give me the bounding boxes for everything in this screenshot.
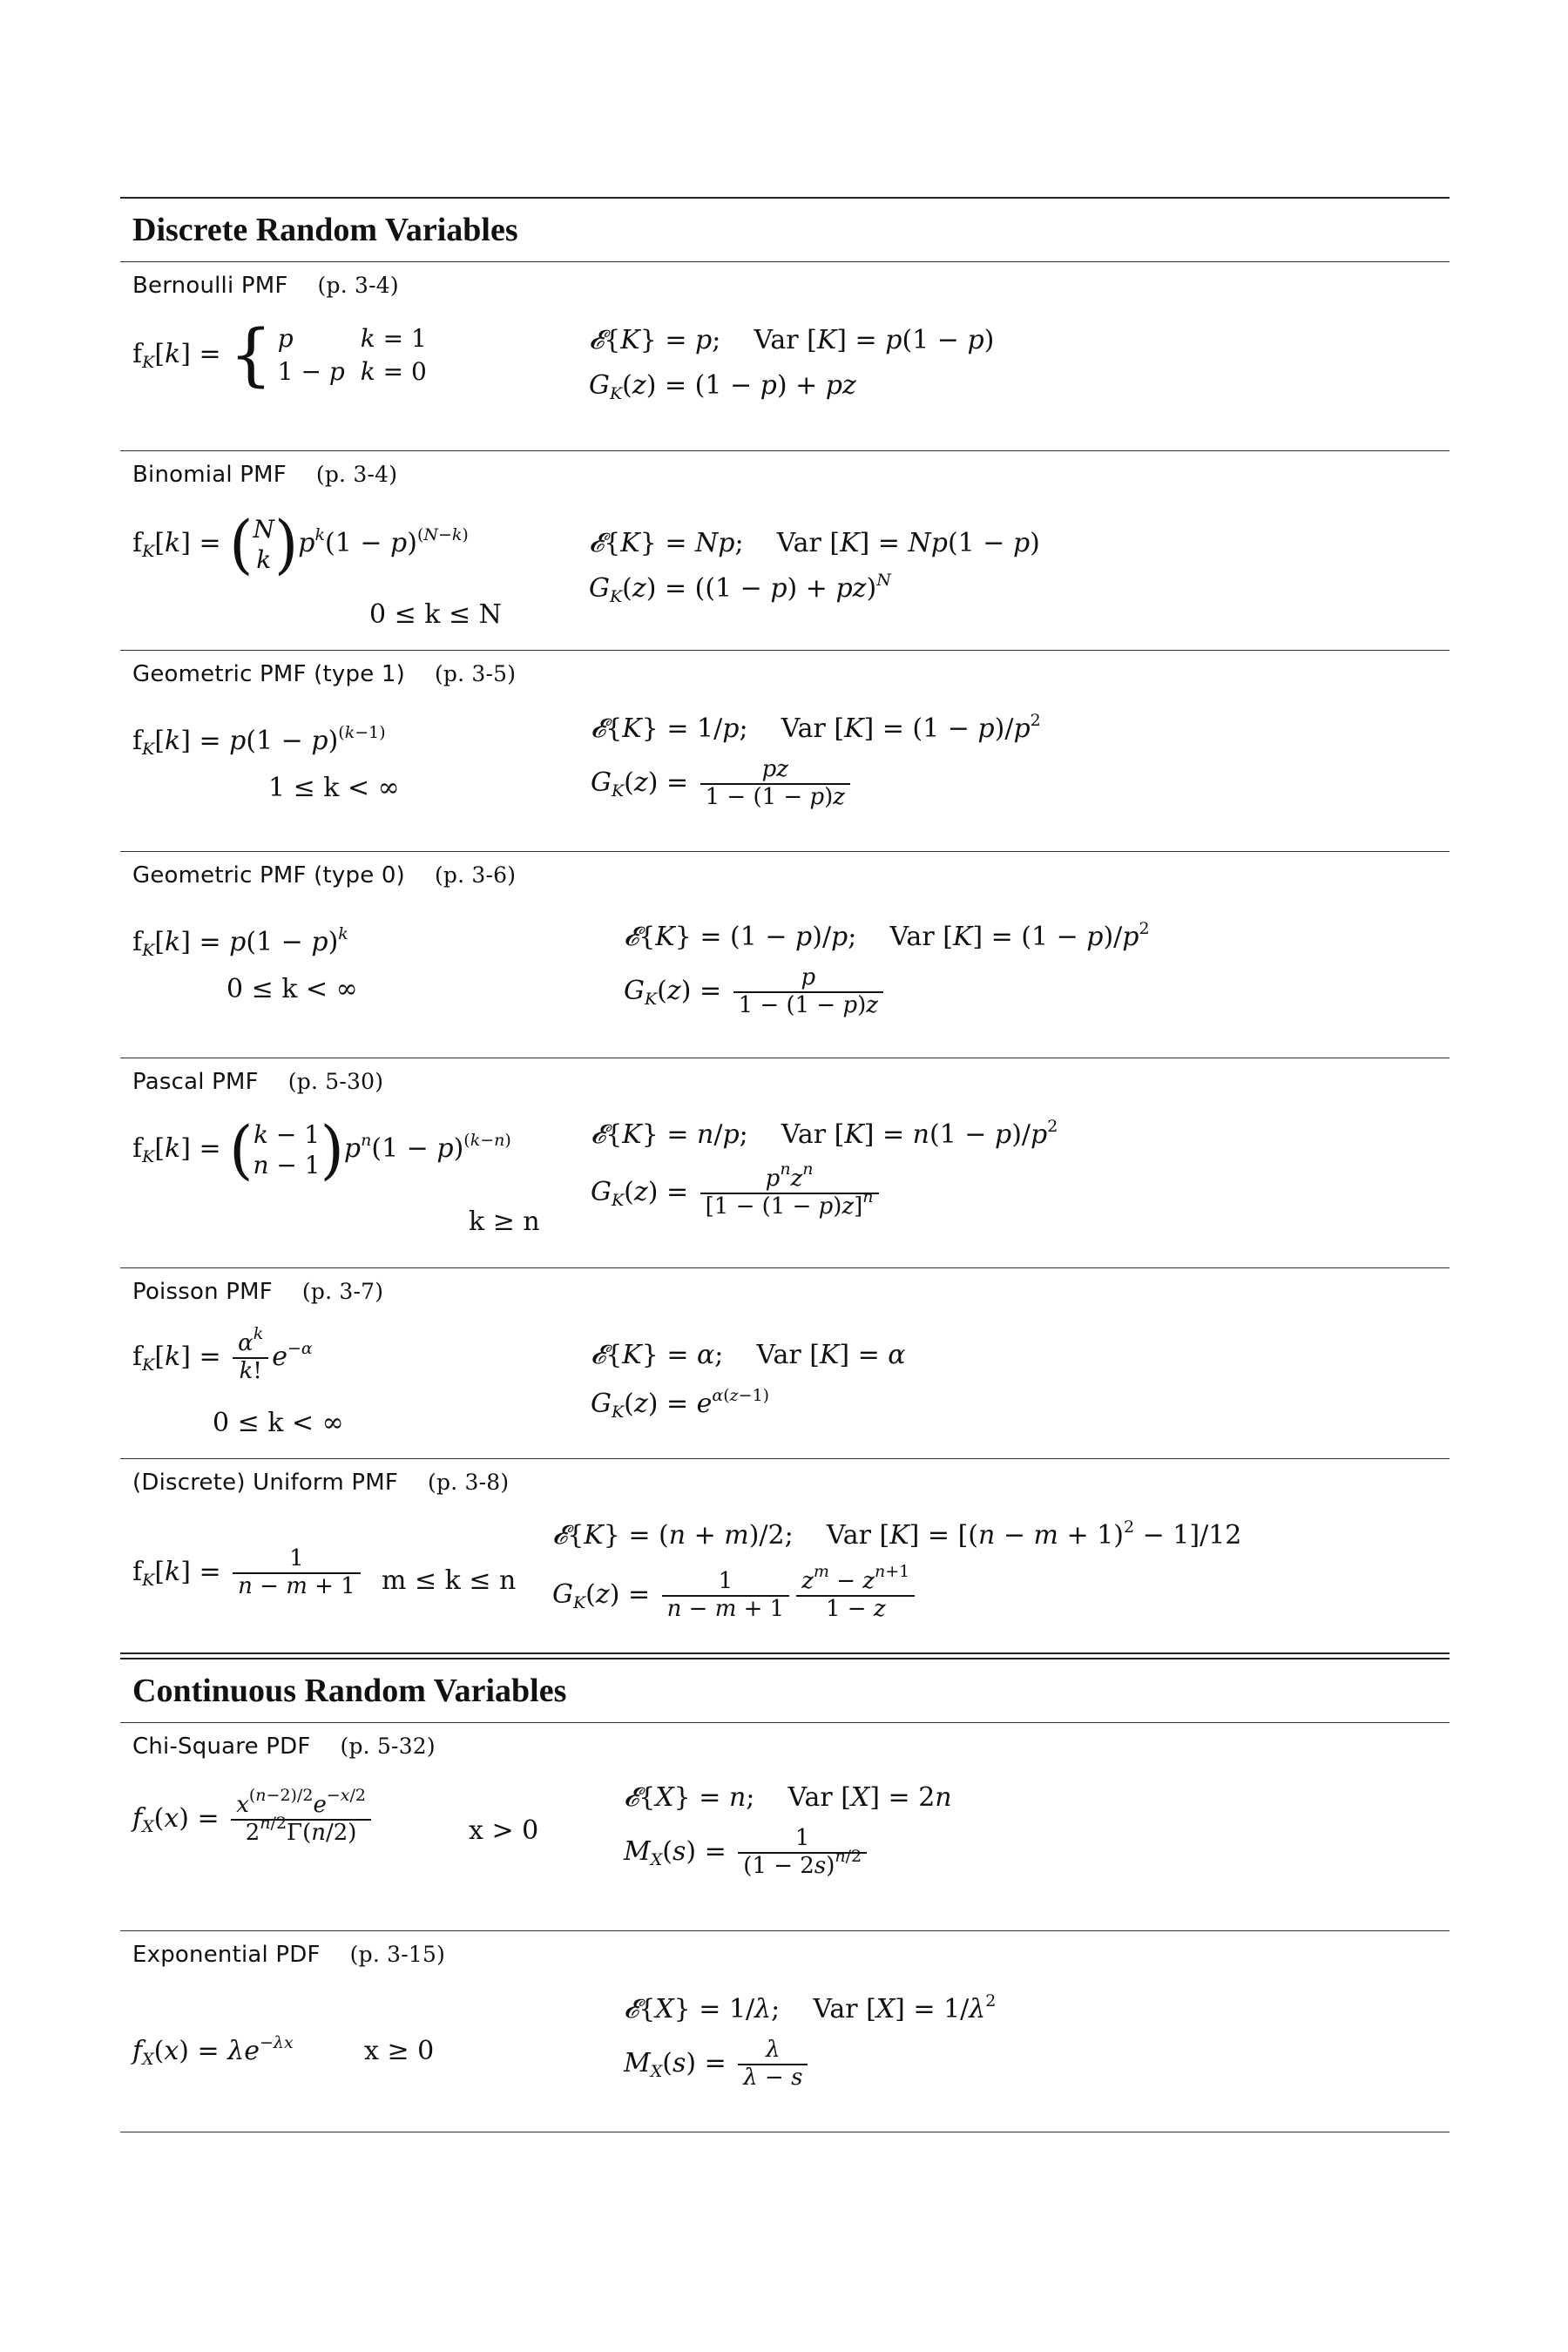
block-title-poisson: Poisson PMF (132, 1279, 273, 1305)
formula-sheet (120, 197, 1450, 2132)
block-title-geometric-type1: Geometric PMF (type 1) (132, 661, 405, 687)
block-exponential (120, 1931, 1450, 2132)
range-poisson: 0 ≤ k < ∞ (213, 1408, 344, 1438)
block-poisson (120, 1268, 1450, 1458)
range-binomial: 0 ≤ k ≤ N (369, 599, 502, 630)
moments-geometric-type0: 𝓔{K} = (1 − p)/p; Var $[K] = (1 - p)/p^2$ (624, 919, 1150, 952)
section-title-continuous: Continuous Random Variables (132, 1673, 567, 1709)
moments-geometric-type1: 𝓔{K} = 1/p; Var $[K] = (1 - p)/p^2$ (591, 711, 1041, 744)
pgf-discrete-uniform: $G_K(z)$ = $\frac{1}{n - m + 1}$ $\frac{z^m - z^{n+1}}{1 - z}$ (552, 1569, 918, 1623)
section-title-discrete: Discrete Random Variables (132, 212, 518, 248)
moments-exponential: 𝓔{X} = 1/λ; Var $[X] = 1/\lambda^2$ (624, 1991, 997, 2024)
range-discrete-uniform: m ≤ k ≤ n (382, 1565, 517, 1596)
block-bernoulli (120, 262, 1450, 450)
moments-binomial: 𝓔{K} = Np; Var [K] = Np(1 − p) (589, 528, 1040, 558)
range-chi-square: x > 0 (469, 1815, 539, 1846)
block-title-exponential: Exponential PDF (132, 1942, 321, 1968)
pgf-geometric-type1: $G_K(z)$ = $\frac{pz}{1 - (1 - p)z}$ (591, 757, 854, 811)
block-pascal (120, 1058, 1450, 1267)
moments-poisson: 𝓔{K} = α; Var [K] = α (591, 1340, 906, 1370)
block-geometric-type1 (120, 651, 1450, 851)
range-geometric-type1: 1 ≤ k < ∞ (268, 773, 400, 803)
range-pascal: k ≥ n (469, 1206, 540, 1237)
moments-pascal: 𝓔{K} = n/p; Var $[K] = n(1 - p)/p^2$ (591, 1117, 1058, 1150)
block-discrete-uniform (120, 1459, 1450, 1652)
pmf-formula-geometric-type0: $f_K[k] = p(1 - p)^k$ (132, 924, 348, 960)
pdf-formula-chi-square: $f_X(x)$ = $\frac{x^{(n-2)/2}e^{-x/2}}{2^{n/2}\Gamma(n/2)}$ (132, 1793, 375, 1847)
block-title-geometric-type0: Geometric PMF (type 0) (132, 862, 405, 889)
moments-bernoulli: 𝓔{K} = p; Var [K] = p(1 − p) (589, 325, 995, 355)
pgf-bernoulli: $G_K(z) = (1 - p)$ + pz (589, 370, 856, 403)
page-ref-exponential: (p. 3-15) (349, 1942, 446, 1967)
block-title-discrete-uniform: (Discrete) Uniform PMF (132, 1470, 399, 1496)
pmf-formula-binomial: $f_K[k] = (N$ $k)p^k(1 - p)^{(N-k)}$ (132, 506, 469, 583)
block-chi-square (120, 1723, 1450, 1930)
block-title-chi-square: Chi-Square PDF (132, 1734, 311, 1760)
page-ref-pascal: (p. 5-30) (287, 1069, 384, 1094)
pgf-poisson: $G_K(z) = e^{\alpha(z-1)}$ (591, 1386, 770, 1422)
range-geometric-type0: 0 ≤ k < ∞ (226, 974, 358, 1004)
pgf-pascal: $G_K(z)$ = $\frac{p^nz^n}{[1 - (1 - p)z]^n}$ (591, 1166, 882, 1220)
section-double-rule (120, 1652, 1450, 1659)
block-title-bernoulli: Bernoulli PMF (132, 273, 288, 299)
page-ref-discrete-uniform: (p. 3-8) (428, 1470, 510, 1495)
range-exponential: x ≥ 0 (364, 2036, 435, 2066)
page-ref-geometric-type0: (p. 3-6) (434, 862, 517, 888)
moments-discrete-uniform: 𝓔{K} = (n + m)/2; Var $[K] = [(n - m + 1)^2 - 1]/12$ (552, 1517, 1242, 1551)
pmf-formula-bernoulli: $f_K[k]$ = { p k = 1 1 − p k = 0 (132, 316, 427, 395)
page-ref-chi-square: (p. 5-32) (340, 1734, 436, 1759)
pdf-formula-exponential: $f_X(x) = \lambda e^{-\lambda x}$ (132, 2033, 294, 2069)
pmf-formula-discrete-uniform: $f_K[k]$ = $\frac{1}{n - m + 1}$ (132, 1546, 364, 1600)
pgf-binomial: $G_K(z) = ((1 - p) + pz)^N$ (589, 571, 891, 606)
block-binomial (120, 451, 1450, 650)
page-ref-geometric-type1: (p. 3-5) (434, 661, 517, 686)
pmf-formula-pascal: $f_K[k] = (k - 1$ $n - 1)p^n(1 - p)^{(k-n)}$ (132, 1112, 511, 1188)
mgf-chi-square: $M_X(s)$ = $\frac{1}{(1 - 2s)^{n/2}}$ (624, 1826, 870, 1880)
pmf-formula-poisson: $f_K[k]$ = $\frac{\alpha^k}{k!}$ $e^{-\alpha}$ (132, 1324, 313, 1384)
block-geometric-type0 (120, 852, 1450, 1058)
page-ref-bernoulli: (p. 3-4) (317, 273, 399, 298)
page-ref-binomial: (p. 3-4) (315, 462, 398, 487)
pmf-formula-geometric-type1: $f_K[k] = p(1 - p)^{(k-1)}$ (132, 723, 386, 759)
page-ref-poisson: (p. 3-7) (301, 1279, 384, 1304)
block-title-pascal: Pascal PMF (132, 1069, 259, 1095)
mgf-exponential: $M_X(s)$ = $\frac{\lambda}{\lambda - s}$ (624, 2038, 811, 2092)
block-title-binomial: Binomial PMF (132, 462, 287, 488)
moments-chi-square: 𝓔{X} = n; Var [X] = 2n (624, 1782, 952, 1813)
pgf-geometric-type0: $G_K(z)$ = $\frac{p}{1 - (1 - p)z}$ (624, 965, 887, 1019)
